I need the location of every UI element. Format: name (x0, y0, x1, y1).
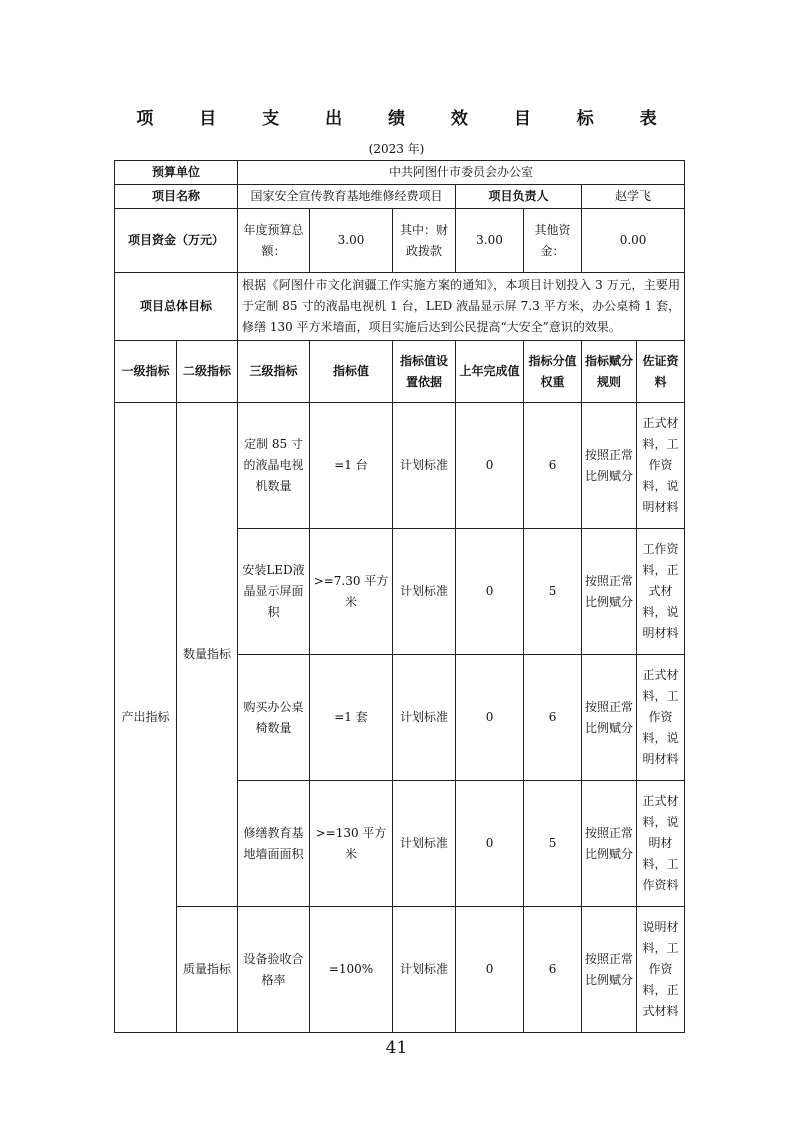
evidence-cell: 说明材料，工作资料，正式材料 (637, 907, 685, 1033)
page-title: 项 目 支 出 绩 效 目 标 表 (136, 109, 677, 129)
weight-cell: 5 (524, 529, 582, 655)
level3-cell: 购买办公桌椅数量 (238, 655, 310, 781)
rule-cell: 按照正常比例赋分 (582, 781, 637, 907)
header-evidence: 佐证资料 (637, 341, 685, 403)
level3-cell: 定制 85 寸的液晶电视机数量 (238, 403, 310, 529)
performance-goal-table (114, 160, 685, 1033)
budget-unit-value: 中共阿图什市委员会办公室 (238, 161, 685, 185)
header-row (115, 341, 685, 403)
header-level2: 二级指标 (177, 341, 238, 403)
budget-unit-label: 预算单位 (115, 161, 238, 185)
project-name-label: 项目名称 (115, 185, 238, 209)
value-cell: =1 套 (310, 655, 393, 781)
level2-cell-quantity: 数量指标 (177, 403, 238, 907)
page-number: 41 (385, 1038, 408, 1058)
last-year-cell: 0 (456, 781, 524, 907)
basis-cell: 计划标准 (393, 529, 456, 655)
evidence-cell: 正式材料，说明材料，工作资料 (637, 781, 685, 907)
last-year-cell: 0 (456, 655, 524, 781)
table-row (115, 907, 685, 1033)
header-level1: 一级指标 (115, 341, 177, 403)
header-value: 指标值 (310, 341, 393, 403)
value-cell: =1 台 (310, 403, 393, 529)
weight-cell: 6 (524, 403, 582, 529)
evidence-cell: 工作资料，正式材料，说明材料 (637, 529, 685, 655)
basis-cell: 计划标准 (393, 781, 456, 907)
value-cell: >=7.30 平方米 (310, 529, 393, 655)
overall-goal-label: 项目总体目标 (115, 273, 238, 341)
weight-cell: 6 (524, 655, 582, 781)
basis-cell: 计划标准 (393, 403, 456, 529)
rule-cell: 按照正常比例赋分 (582, 907, 637, 1033)
weight-cell: 6 (524, 907, 582, 1033)
evidence-cell: 正式材料，工作资料，说明材料 (637, 655, 685, 781)
annual-total-label: 年度预算总额： (238, 209, 310, 273)
level3-cell: 设备验收合格率 (238, 907, 310, 1033)
weight-cell: 5 (524, 781, 582, 907)
table-row (115, 403, 685, 529)
level1-cell: 产出指标 (115, 403, 177, 1033)
funds-label: 项目资金（万元） (115, 209, 238, 273)
project-name-value: 国家安全宣传教育基地维修经费项目 (238, 185, 456, 209)
level3-cell: 安装LED液晶显示屏面积 (238, 529, 310, 655)
rule-cell: 按照正常比例赋分 (582, 655, 637, 781)
value-cell: =100% (310, 907, 393, 1033)
basis-cell: 计划标准 (393, 655, 456, 781)
project-lead-value: 赵学飞 (582, 185, 685, 209)
header-level3: 三级指标 (238, 341, 310, 403)
funds-row (115, 209, 685, 273)
year-label: (2023 年) (368, 142, 425, 156)
other-funds-value: 0.00 (582, 209, 685, 273)
fiscal-label: 其中：财政拨款 (393, 209, 456, 273)
header-last-year: 上年完成值 (456, 341, 524, 403)
header-rule: 指标赋分规则 (582, 341, 637, 403)
last-year-cell: 0 (456, 529, 524, 655)
annual-total-value: 3.00 (310, 209, 393, 273)
project-lead-label: 项目负责人 (456, 185, 582, 209)
level3-cell: 修缮教育基地墙面面积 (238, 781, 310, 907)
last-year-cell: 0 (456, 403, 524, 529)
value-cell: >=130 平方米 (310, 781, 393, 907)
header-weight: 指标分值权重 (524, 341, 582, 403)
overall-goal-row (115, 273, 685, 341)
other-funds-label: 其他资金： (524, 209, 582, 273)
level2-cell-quality: 质量指标 (177, 907, 238, 1033)
evidence-cell: 正式材料，工作资料，说明材料 (637, 403, 685, 529)
budget-unit-row (115, 161, 685, 185)
header-basis: 指标值设置依据 (393, 341, 456, 403)
overall-goal-text: 根据《阿图什市文化润疆工作实施方案的通知》，本项目计划投入 3 万元，主要用于定制 85 寸的液晶电视机 1 台，LED 液晶显示屏 7.3 平方米，办公桌椅 1 套，修缮 130 平方米墙面，项目实施后达到公民提高“大安全”意识的效果。 (238, 273, 685, 341)
basis-cell: 计划标准 (393, 907, 456, 1033)
project-name-row (115, 185, 685, 209)
fiscal-value: 3.00 (456, 209, 524, 273)
rule-cell: 按照正常比例赋分 (582, 529, 637, 655)
last-year-cell: 0 (456, 907, 524, 1033)
rule-cell: 按照正常比例赋分 (582, 403, 637, 529)
